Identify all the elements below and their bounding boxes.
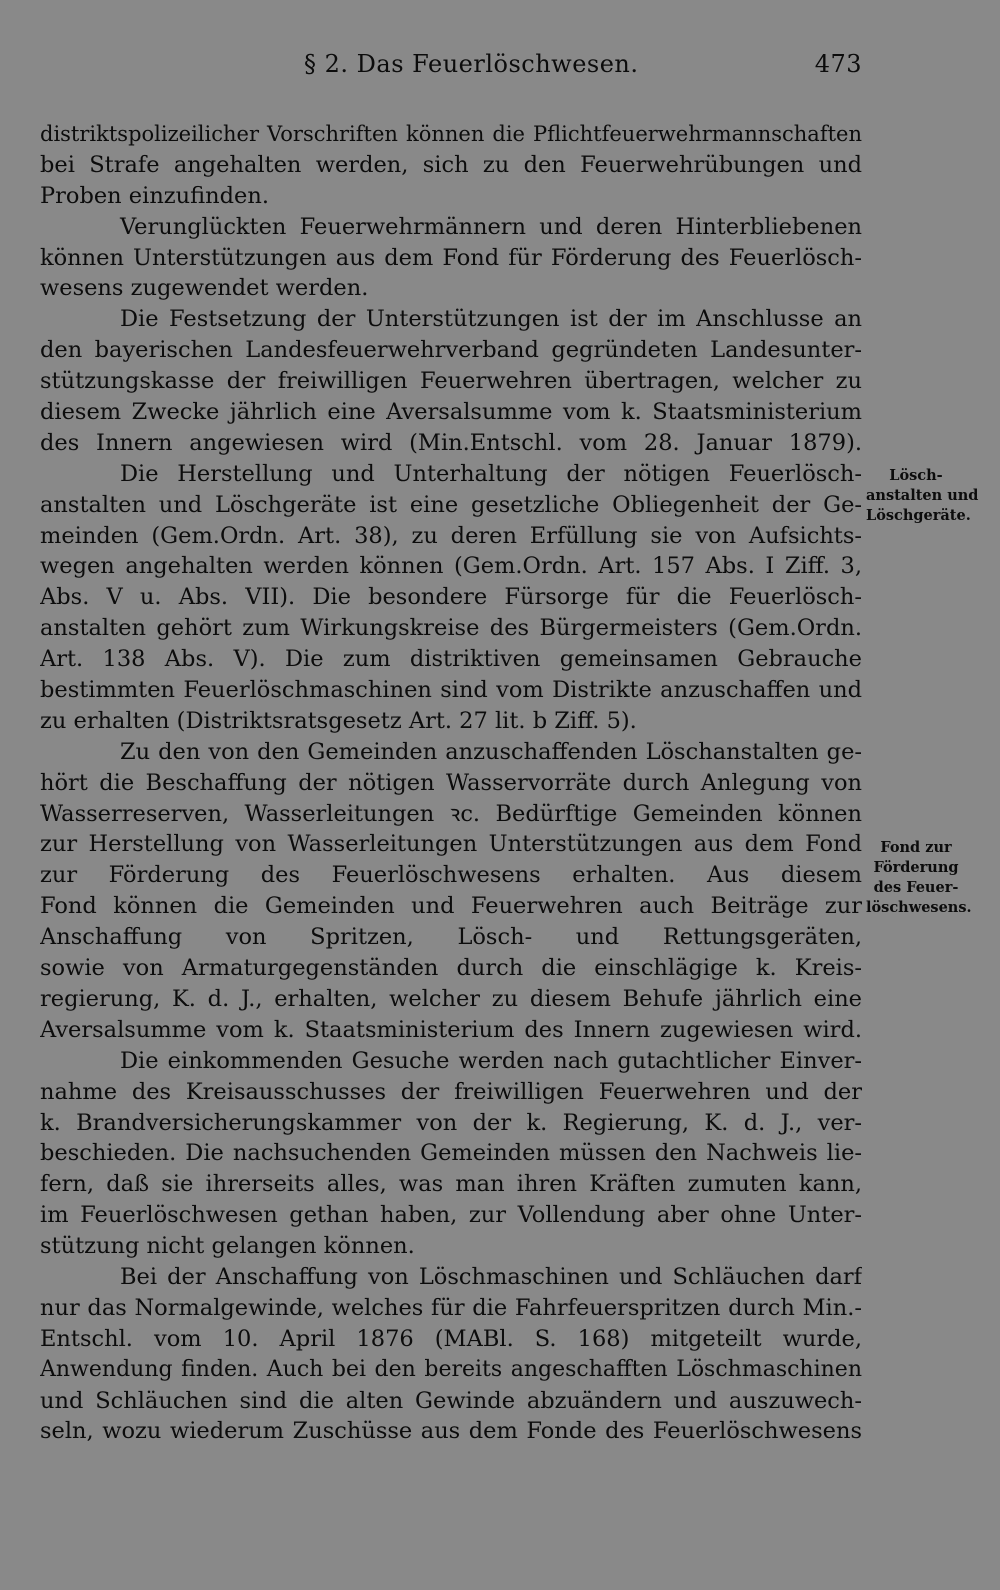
- body-text: [40, 119, 862, 1447]
- text-line: stützung nicht gelangen können.: [40, 1233, 415, 1260]
- margin-note-fond: [866, 838, 972, 918]
- margin-note-line: Förderung: [873, 859, 959, 876]
- running-head: § 2. Das Feuerlöschwesen.: [304, 50, 639, 78]
- text-line: distriktspolizeilicher Vorschriften können die Pflichtfeuerwehrmannschaften: [40, 122, 862, 146]
- text-line: Die einkommenden Gesuche werden nach gutachtlicher Einver-: [120, 1047, 862, 1074]
- margin-note-line: löschwesens.: [866, 899, 972, 916]
- text-line: wegen angehalten werden können (Gem.Ordn. Art. 157 Abs. I Ziff. 3,: [40, 553, 862, 580]
- text-line: Bei der Anschaffung von Löschmaschinen und Schläuchen darf: [120, 1263, 862, 1290]
- margin-note-line: anstalten und: [866, 487, 979, 504]
- text-line: bei Strafe angehalten werden, sich zu den Feuerwehrübungen und: [40, 151, 862, 178]
- text-line: nur das Normalgewinde, welches für die Fahrfeuerspritzen durch Min.-: [40, 1294, 862, 1321]
- text-line: den bayerischen Landesfeuerwehrverband gegründeten Landesunter-: [40, 337, 862, 364]
- text-line: anstalten und Löschgeräte ist eine gesetzliche Obliegenheit der Ge-: [40, 491, 862, 518]
- text-line: Anschaffung von Spritzen, Lösch- und Rettungsgeräten,: [40, 924, 862, 951]
- text-line: Anwendung finden. Auch bei den bereits angeschafften Löschmaschinen: [40, 1356, 862, 1382]
- text-line: Aversalsumme vom k. Staatsministerium des Innern zugewiesen wird.: [40, 1016, 862, 1043]
- text-line: stützungskasse der freiwilligen Feuerwehren übertragen, welcher zu: [40, 368, 862, 395]
- text-line: meinden (Gem.Ordn. Art. 38), zu deren Erfüllung sie von Aufsichts-: [40, 522, 862, 549]
- text-line: fern, daß sie ihrerseits alles, was man ihren Kräften zumuten kann,: [40, 1171, 862, 1198]
- text-line: wesens zugewendet werden.: [40, 275, 369, 302]
- text-line: nahme des Kreisausschusses der freiwilligen Feuerwehren und der: [40, 1078, 862, 1105]
- text-line: Die Herstellung und Unterhaltung der nötigen Feuerlösch-: [120, 460, 862, 487]
- text-line: Zu den von den Gemeinden anzuschaffenden Löschanstalten ge-: [120, 738, 862, 765]
- margin-note-line: Lösch-: [889, 467, 943, 484]
- margin-note-line: Fond zur: [880, 839, 952, 856]
- text-line: beschieden. Die nachsuchenden Gemeinden müssen den Nachweis lie-: [40, 1140, 862, 1167]
- text-line: bestimmten Feuerlöschmaschinen sind vom Distrikte anzuschaffen und: [40, 677, 862, 704]
- text-line: des Innern angewiesen wird (Min.Entschl. vom 28. Januar 1879).: [40, 429, 862, 456]
- text-line: anstalten gehört zum Wirkungskreise des Bürgermeisters (Gem.Ordn.: [40, 615, 862, 642]
- text-line: Abs. V u. Abs. VII). Die besondere Fürsorge für die Feuerlösch-: [40, 584, 862, 611]
- text-line: zur Förderung des Feuerlöschwesens erhalten. Aus diesem: [40, 862, 862, 889]
- text-line: k. Brandversicherungskammer von der k. Regierung, K. d. J., ver-: [40, 1109, 862, 1136]
- text-line: regierung, K. d. J., erhalten, welcher zu diesem Behufe jährlich eine: [40, 985, 862, 1012]
- text-line: seln, wozu wiederum Zuschüsse aus dem Fonde des Feuerlöschwesens: [40, 1418, 862, 1445]
- text-line: im Feuerlöschwesen gethan haben, zur Vollendung aber ohne Unter-: [40, 1202, 862, 1229]
- text-line: Wasserreserven, Wasserleitungen ꝛc. Bedürftige Gemeinden können: [40, 800, 862, 827]
- margin-note-line: Löschgeräte.: [866, 507, 971, 524]
- text-line: hört die Beschaffung der nötigen Wasservorräte durch Anlegung von: [40, 769, 862, 796]
- text-line: Art. 138 Abs. V). Die zum distriktiven gemeinsamen Gebrauche: [40, 646, 862, 673]
- text-line: sowie von Armaturgegenständen durch die einschlägige k. Kreis-: [40, 955, 862, 982]
- text-line: diesem Zwecke jährlich eine Aversalsumme vom k. Staatsministerium: [40, 399, 862, 426]
- margin-note-line: des Feuer-: [873, 879, 959, 896]
- margin-note-loeschanstalten: [866, 466, 979, 526]
- text-line: Fond können die Gemeinden und Feuerwehren auch Beiträge zur: [40, 893, 862, 920]
- page-header: [40, 50, 862, 86]
- text-line: und Schläuchen sind die alten Gewinde abzuändern und auszuwech-: [40, 1387, 862, 1414]
- text-line: zur Herstellung von Wasserleitungen Unterstützungen aus dem Fond: [40, 831, 862, 858]
- text-line: können Unterstützungen aus dem Fond für Förderung des Feuerlösch-: [40, 244, 862, 271]
- text-line: Entschl. vom 10. April 1876 (MABl. S. 168) mitgeteilt wurde,: [40, 1325, 862, 1352]
- text-line: Die Festsetzung der Unterstützungen ist der im Anschlusse an: [120, 306, 862, 333]
- text-line: Verunglückten Feuerwehrmännern und deren Hinterbliebenen: [120, 213, 862, 240]
- page-number: 473: [814, 50, 862, 78]
- text-line: Proben einzufinden.: [40, 182, 270, 209]
- text-line: zu erhalten (Distriktsratsgesetz Art. 27 lit. b Ziff. 5).: [40, 707, 637, 734]
